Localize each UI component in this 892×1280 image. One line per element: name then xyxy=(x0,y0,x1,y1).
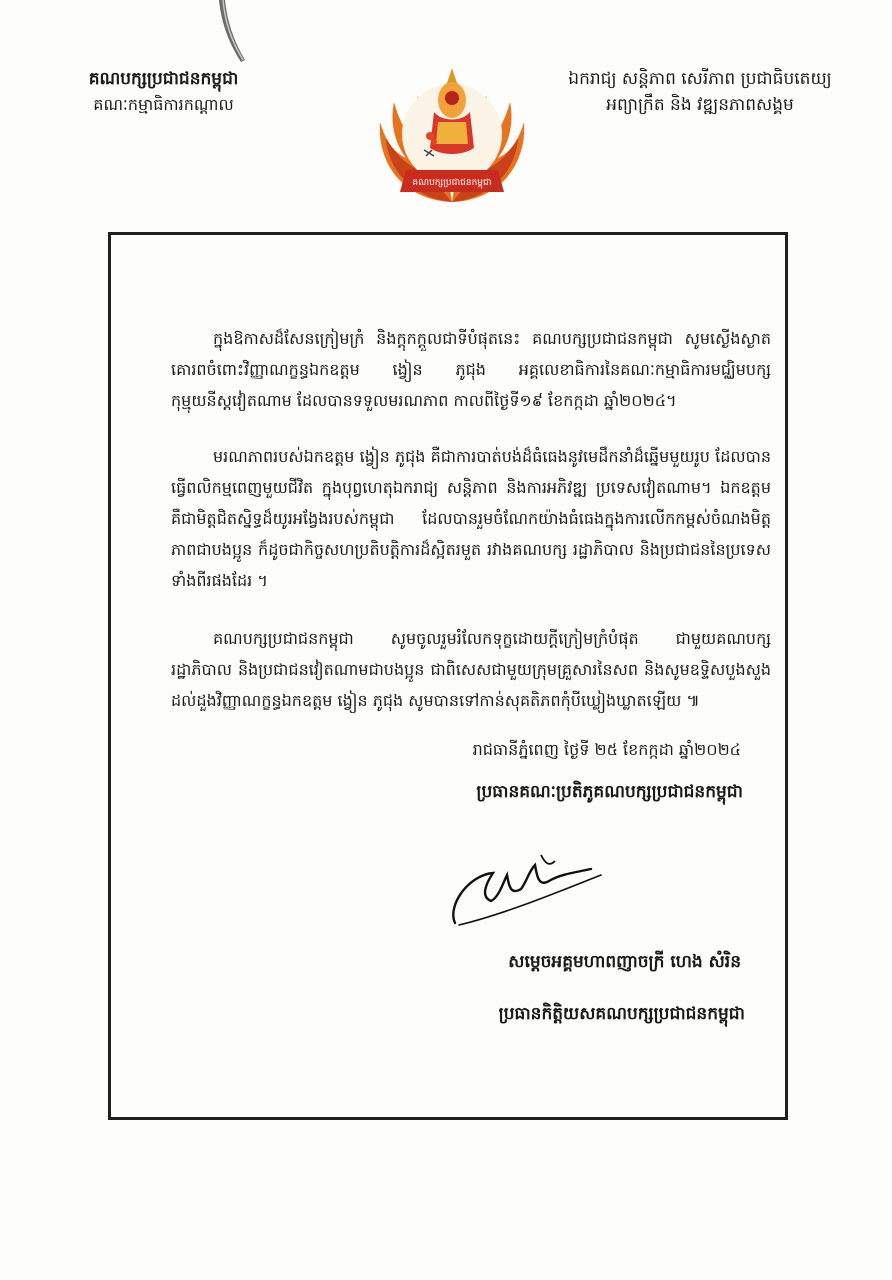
delegation-title: ប្រធានគណៈប្រតិភូគណបក្សប្រជាជនកម្ពុជា xyxy=(476,782,743,802)
committee-name: គណៈកម្មាធិការកណ្តាល xyxy=(93,95,234,114)
paragraph-1: ក្នុងឱកាសដ៏សែនក្រៀមក្រំ និងក្តុកក្តួលជាទីបំផុតនេះ គណបក្សប្រជាជនកម្ពុជា សូមស្ងើងស្ងាត គោរពចំពោះវិញ្ញាណក្ខន្ធឯកឧត្តម ង្វៀន ភូជុង អគ្គលេខាធិការនៃគណៈកម្មាធិការមជ្ឈិមបក្សកុម្មុយនីស្តវៀតណាម ដែលបានទទួលមរណភាព កាលពីថ្ងៃទី១៩ ខែកក្កដា ឆ្នាំ២០២៤។ xyxy=(171,329,771,410)
date-line: រាជធានីភ្នំពេញ ថ្ងៃទី ២៥ ខែកក្កដា ឆ្នាំ២០២៤ xyxy=(472,740,741,759)
motto-line-2: អព្យាក្រឹត និង វឌ្ឍនភាពសង្គម xyxy=(606,95,794,115)
signer-name: សម្តេចអគ្គមហាពញាចក្រី ហេង សំរិន xyxy=(508,952,741,972)
party-emblem-icon xyxy=(372,52,532,212)
hanging-cord-icon xyxy=(205,0,265,70)
paragraph-3: គណបក្សប្រជាជនកម្ពុជា សូមចូលរួមរំលែកទុក្ខដោយក្តីក្រៀមក្រំបំផុត ជាមួយគណបក្ស រដ្ឋាភិបាល និងប្រជាជនវៀតណាមជាបងប្អូន ជាពិសេសជាមួយក្រុមគ្រួសារនៃសព និងសូមឧទ្ទិសបួងសួងដល់ដួងវិញ្ញាណក្ខន្ធឯកឧត្តម ង្វៀន ភូជុង សូមបានទៅកាន់សុគតិភពកុំបីឃ្លៀងឃ្លាតឡើយ ៕ xyxy=(171,629,771,710)
party-header xyxy=(46,66,281,118)
signer-role: ប្រធានកិត្តិយសគណបក្សប្រជាជនកម្ពុជា xyxy=(498,1004,745,1024)
party-name: គណបក្សប្រជាជនកម្ពុជា xyxy=(88,69,239,89)
emblem-ribbon-text: គណបក្សប្រជាជនកម្ពុជា xyxy=(412,178,492,188)
condolence-letter-frame xyxy=(108,232,788,1120)
handwritten-signature xyxy=(441,845,611,935)
paragraph-2: មរណភាពរបស់ឯកឧត្តម ង្វៀន ភូជុង គឺជាការបាត់បង់ដ៏ធំធេងនូវមេដឹកនាំដ៏ឆ្នើមមួយរូប ដែលបានធ្វើពលិកម្មពេញមួយជីវិត ក្នុងបុព្វហេតុឯករាជ្យ សន្តិភាព និងការអភិវឌ្ឍ ប្រទេសវៀតណាម។ ឯកឧត្តមគឺជាមិត្តជិតស្និទ្ធដ៏យូរអង្វែងរបស់កម្ពុជា ដែលបានរួមចំណែកយ៉ាងធំធេងក្នុងការលើកកម្ពស់ចំណងមិត្តភាពជាបងប្អូន ក៏ដូចជាកិច្ចសហប្រតិបត្តិការដ៏ស្អិតរមួត រវាងគណបក្ស រដ្ឋាភិបាល និងប្រជាជននៃប្រទេសទាំងពីរផងដែរ ។ xyxy=(171,447,771,590)
motto-line-1: ឯករាជ្យ សន្តិភាព សេរីភាព ប្រជាធិបតេយ្យ xyxy=(568,69,832,89)
national-motto xyxy=(540,66,860,118)
